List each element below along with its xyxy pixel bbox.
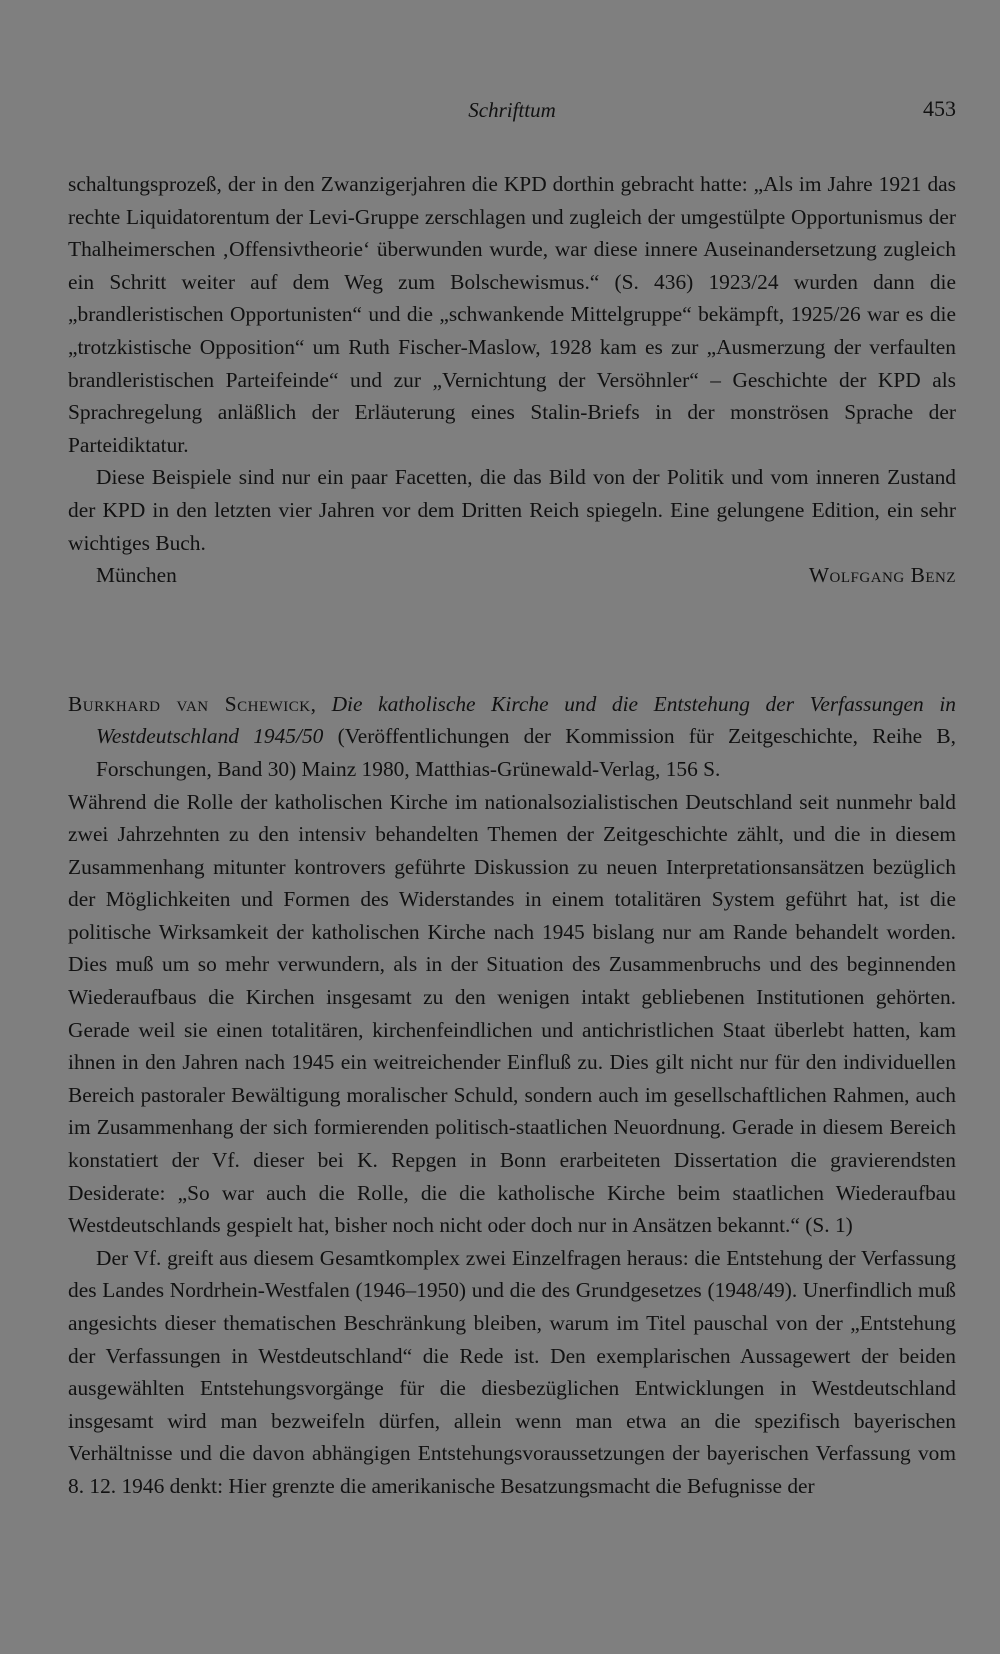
review1-signature bbox=[68, 559, 956, 592]
review2-title: Die katholische Kirche und die Entstehung der Verfassungen in Westdeutschland 1945/50 bbox=[96, 691, 956, 749]
section-gap bbox=[68, 592, 956, 688]
running-head bbox=[68, 98, 956, 132]
review2-paragraph-2: Der Vf. greift aus diesem Gesamtkomplex zwei Einzelfragen heraus: die Entstehung der Verfassung des Landes Nordrhein-Westfalen (1946–1950) und die des Grundgesetzes (1948/49). Unerfindlich muß angesichts dieser thematischen Beschränkung bleiben, warum im Titel pauschal von der „Entstehung der Verfassungen in Westdeutschland“ die Rede ist. Den exemplarischen Aussagewert der beiden ausgewählten Entstehungsvorgänge für die diesbezüglichen Entwicklungen in Westdeutschland insgesamt wird man bezweifeln dürfen, allein wenn man etwa an die spezifisch bayerischen Verhältnisse und die davon abhängigen Entstehungsvoraussetzungen der bayerischen Verfassung vom 8. 12. 1946 denkt: Hier grenzte die amerikanische Besatzungsmacht die Befugnisse der bbox=[68, 1245, 956, 1498]
review1-place: München bbox=[96, 563, 177, 588]
review2-bibliography: Burkhard van Schewick, Die katholische Kirche und die Entstehung der Verfassungen in Westdeutschland 1945/50 (Veröffentlichungen der Kommission für Zeitgeschichte, Reihe B, Forschungen, Band 30) Mainz 1980, Matthias-Grünewald-Verlag, 156 S. bbox=[68, 691, 956, 781]
running-title: Schrifttum bbox=[468, 98, 556, 122]
review2-publication: (Veröffentlichungen der Kommission für Zeitgeschichte, Reihe B, Forschungen, Band 30) Mainz 1980, Matthias-Grünewald-Verlag, 156 S. bbox=[96, 724, 956, 781]
review1-paragraph-2: Diese Beispiele sind nur ein paar Facetten, die das Bild von der Politik und vom inneren Zustand der KPD in den letzten vier Jahren vor dem Dritten Reich spiegeln. Eine gelungene Edition, ein sehr wichtiges Buch. bbox=[68, 465, 956, 555]
review2-author: Burkhard van Schewick bbox=[68, 691, 311, 716]
page-number: 453 bbox=[923, 96, 956, 121]
review1-reviewer: Wolfgang Benz bbox=[808, 563, 956, 588]
review1-paragraph-1: schaltungsprozeß, der in den Zwanzigerjahren die KPD dorthin gebracht hatte: „Als im Jahre 1921 das rechte Liquidatorentum der Levi-Gruppe zerschlagen und zugleich der umgestülpte Opportunismus der Thalheimerschen ‚Offensivtheorie‘ überwunden wurde, war diese innere Auseinandersetzung zugleich ein Schritt weiter auf dem Weg zum Bolschewismus.“ (S. 436) 1923/24 wurden dann die „brandleristischen Opportunisten“ und die „schwankende Mittelgruppe“ bekämpft, 1925/26 war es die „trotzkistische Opposition“ um Ruth Fischer-Maslow, 1928 kam es zur „Ausmerzung der verfaulten brandleristischen Parteifeinde“ und zur „Vernichtung der Versöhnler“ – Geschichte der KPD als Sprachregelung anläßlich der Erläuterung eines Stalin-Briefs in der monströsen Sprache der Parteidiktatur. bbox=[68, 172, 956, 457]
body-text bbox=[68, 168, 956, 1503]
review2-paragraph-1: Während die Rolle der katholischen Kirche im nationalsozialistischen Deutschland seit nunmehr bald zwei Jahrzehnten zu den intensiv behandelten Themen der Zeitgeschichte zählt, und die in diesem Zusammenhang mitunter kontrovers geführte Diskussion zu neuen Interpretationsansätzen bezüglich der Möglichkeiten und Formen des Widerstandes in einem totalitären System geführt hat, ist die politische Wirksamkeit der katholischen Kirche nach 1945 bislang nur am Rande behandelt worden. Dies muß um so mehr verwundern, als in der Situation des Zusammenbruchs und des beginnenden Wiederaufbaus die Kirchen insgesamt zu den wenigen intakt gebliebenen Institutionen gehörten. Gerade weil sie einen totalitären, kirchenfeindlichen und antichristlichen Staat überlebt hatten, kam ihnen in den Jahren nach 1945 ein weitreichender Einfluß zu. Dies gilt nicht nur für den individuellen Bereich pastoraler Bewältigung moralischer Schuld, sondern auch im gesellschaftlichen Rahmen, auch im Zusammenhang der sich formierenden politisch-staatlichen Neuordnung. Gerade in diesem Bereich konstatiert der Vf. dieser bei K. Repgen in Bonn erarbeiteten Dissertation die gravierendsten Desiderate: „So war auch die Rolle, die die katholische Kirche beim staatlichen Wiederaufbau Westdeutschlands gespielt hat, bisher noch nicht oder doch nur in Ansätzen bekannt.“ (S. 1) bbox=[68, 789, 956, 1238]
